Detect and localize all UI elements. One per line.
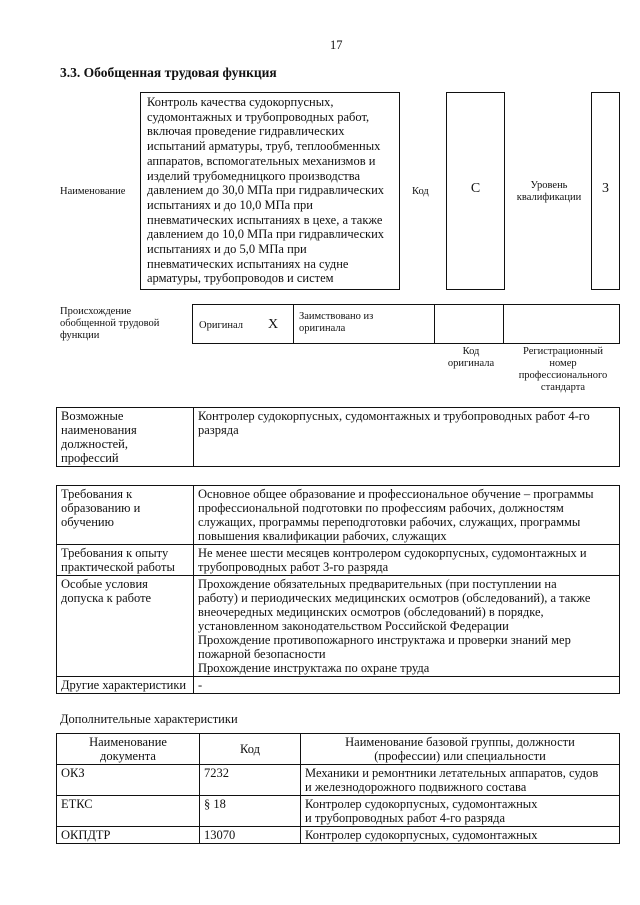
label-line: допуска к работе xyxy=(61,591,152,605)
function-name-line: Контроль качества судокорпусных, xyxy=(147,95,334,109)
header-line: Наименование xyxy=(89,735,167,749)
table-row xyxy=(57,408,620,467)
function-name-line: изделий трубомедницкого производства xyxy=(147,168,360,183)
value-line: служащих, программы переподготовки рабочих, служащих, программы xyxy=(198,515,581,529)
origin-label-line: функции xyxy=(60,330,100,341)
code-cell: 7232 xyxy=(200,765,301,796)
positions-label xyxy=(57,408,194,467)
function-name-line: испытаний арматуры, труб, теплообменных xyxy=(147,139,381,154)
label-line: образованию и xyxy=(61,501,141,515)
level-label-line: квалификации xyxy=(516,192,582,203)
original-label: Оригинал xyxy=(199,320,243,331)
column-header-document xyxy=(57,734,200,765)
requirements-table xyxy=(56,485,620,694)
label-line: обучению xyxy=(61,515,114,529)
section-title: 3.3. Обобщенная трудовая функция xyxy=(60,65,277,80)
additional-table xyxy=(56,733,620,844)
caption-line: оригинала xyxy=(447,358,495,369)
level-label xyxy=(512,180,586,204)
page-number: 17 xyxy=(330,38,343,52)
table-header-row xyxy=(57,734,620,765)
requirement-label xyxy=(57,545,194,576)
requirement-value xyxy=(194,545,620,576)
table-row xyxy=(57,486,620,545)
name-line: Контролер судокорпусных, судомонтажных xyxy=(305,797,538,811)
origin-row xyxy=(192,304,620,344)
caption-line: Код xyxy=(462,346,480,357)
code-label: Код xyxy=(412,186,429,197)
value-line: установленном законодательством Российской Федерации xyxy=(198,619,509,633)
value-line: повышения квалификации рабочих, служащих xyxy=(198,529,447,543)
name-cell xyxy=(301,827,620,844)
caption-line: профессионального xyxy=(518,370,608,381)
name-cell xyxy=(301,796,620,827)
function-name-line: пневматических испытаниях в цехе, а также xyxy=(147,212,383,227)
function-name-line: давлением до 30,0 МПа при гидравлических xyxy=(147,183,385,198)
value-line: пожарной безопасности xyxy=(198,647,326,661)
function-name-line: арматуры, трубопроводов и систем xyxy=(147,271,334,286)
value-line: внеочередных медицинских осмотров (обследований) в порядке, xyxy=(198,605,544,619)
origin-label-line: обобщенной трудовой xyxy=(60,318,160,329)
requirement-label xyxy=(57,486,194,545)
level-label-line: Уровень xyxy=(530,180,568,191)
caption-line: Регистрационный xyxy=(523,346,603,357)
function-name-line: включая проведение гидравлических xyxy=(147,124,345,139)
header-line: документа xyxy=(100,749,156,763)
name-line: Механики и ремонтники летательных аппаратов, судов xyxy=(305,766,599,780)
positions-value xyxy=(194,408,620,467)
value-line: Не менее шести месяцев контролером судокорпусных, судомонтажных и xyxy=(198,546,587,560)
label-line: наименования xyxy=(61,423,137,437)
table-row xyxy=(57,765,620,796)
caption-line: стандарта xyxy=(540,382,586,393)
function-name-line: испытаниях и до 5,0 МПа при xyxy=(147,242,307,257)
requirement-label xyxy=(57,576,194,677)
requirement-value xyxy=(194,486,620,545)
code-box xyxy=(446,92,505,290)
function-name-line: аппаратов, вспомогательных механизмов и xyxy=(147,153,376,168)
level-value: 3 xyxy=(602,181,609,196)
table-row xyxy=(57,545,620,576)
origin-divider xyxy=(434,305,435,343)
additional-title: Дополнительные характеристики xyxy=(60,712,238,726)
requirement-label xyxy=(57,677,194,694)
value-line: Прохождение противопожарного инструктажа и проверки знаний мер xyxy=(198,633,571,647)
borrowed-label-line: оригинала xyxy=(299,323,346,334)
label-line: Возможные xyxy=(61,409,124,423)
code-value: C xyxy=(470,181,481,196)
value-line: Основное общее образование и профессиональное обучение – программы xyxy=(198,487,594,501)
name-cell xyxy=(301,765,620,796)
value-line: профессиональной подготовки по профессиям рабочих, должностям xyxy=(198,501,564,515)
label-line: профессий xyxy=(61,451,119,465)
function-name-box xyxy=(140,92,400,290)
label-line: должностей, xyxy=(61,437,128,451)
name-line: и трубопроводных работ 4-го разряда xyxy=(305,811,506,825)
table-row xyxy=(57,827,620,844)
level-box xyxy=(591,92,620,290)
code-cell: § 18 xyxy=(200,796,301,827)
doc-cell: ОКПДТР xyxy=(57,827,200,844)
value-line: разряда xyxy=(198,423,239,437)
value-line: Прохождение обязательных предварительных (при поступлении на xyxy=(198,577,557,591)
doc-cell: ЕТКС xyxy=(57,796,200,827)
function-name-line: пневматических испытаниях на судне xyxy=(147,256,349,271)
value-line: - xyxy=(198,678,203,692)
origin-label xyxy=(60,306,159,342)
function-name-line: испытаниях и до 10,0 МПа при xyxy=(147,197,313,212)
value-line: работу) и периодических медицинских осмотров (обследований), а также xyxy=(198,591,591,605)
code-original-caption xyxy=(436,346,506,370)
table-row xyxy=(57,677,620,694)
label-line: Особые условия xyxy=(61,577,148,591)
original-mark: X xyxy=(268,317,279,332)
column-header-code: Код xyxy=(200,734,301,765)
origin-label-line: Происхождение xyxy=(60,306,132,317)
origin-divider xyxy=(503,305,504,343)
reg-number-caption xyxy=(508,346,618,394)
header-line: Наименование базовой группы, должности xyxy=(345,735,575,749)
function-name-text xyxy=(147,95,384,286)
column-header-name xyxy=(301,734,620,765)
table-row xyxy=(57,576,620,677)
borrowed-label xyxy=(299,311,373,335)
label-line: Требования к xyxy=(61,487,133,501)
name-line: и железнодорожного подвижного состава xyxy=(305,780,527,794)
label-line: Требования к опыту xyxy=(61,546,169,560)
label-line: практической работы xyxy=(61,560,175,574)
name-line: Контролер судокорпусных, судомонтажных xyxy=(305,828,538,842)
name-label: Наименование xyxy=(60,186,126,197)
function-name-line: судомонтажных и трубопроводных работ, xyxy=(147,109,370,124)
function-name-line: давлением до 10,0 МПа при гидравлических xyxy=(147,227,385,242)
value-line: трубопроводных работ 3-го разряда xyxy=(198,560,389,574)
borrowed-label-line: Заимствовано из xyxy=(299,311,374,322)
doc-cell: ОКЗ xyxy=(57,765,200,796)
code-cell: 13070 xyxy=(200,827,301,844)
requirement-value xyxy=(194,576,620,677)
header-line: (профессии) или специальности xyxy=(374,749,546,763)
caption-line: номер xyxy=(549,358,577,369)
table-row xyxy=(57,796,620,827)
requirement-value xyxy=(194,677,620,694)
value-line: Прохождение инструктажа по охране труда xyxy=(198,661,430,675)
positions-table xyxy=(56,407,620,467)
label-line: Другие характеристики xyxy=(61,678,187,692)
origin-divider xyxy=(293,305,294,343)
value-line: Контролер судокорпусных, судомонтажных и трубопроводных работ 4-го xyxy=(198,409,590,423)
